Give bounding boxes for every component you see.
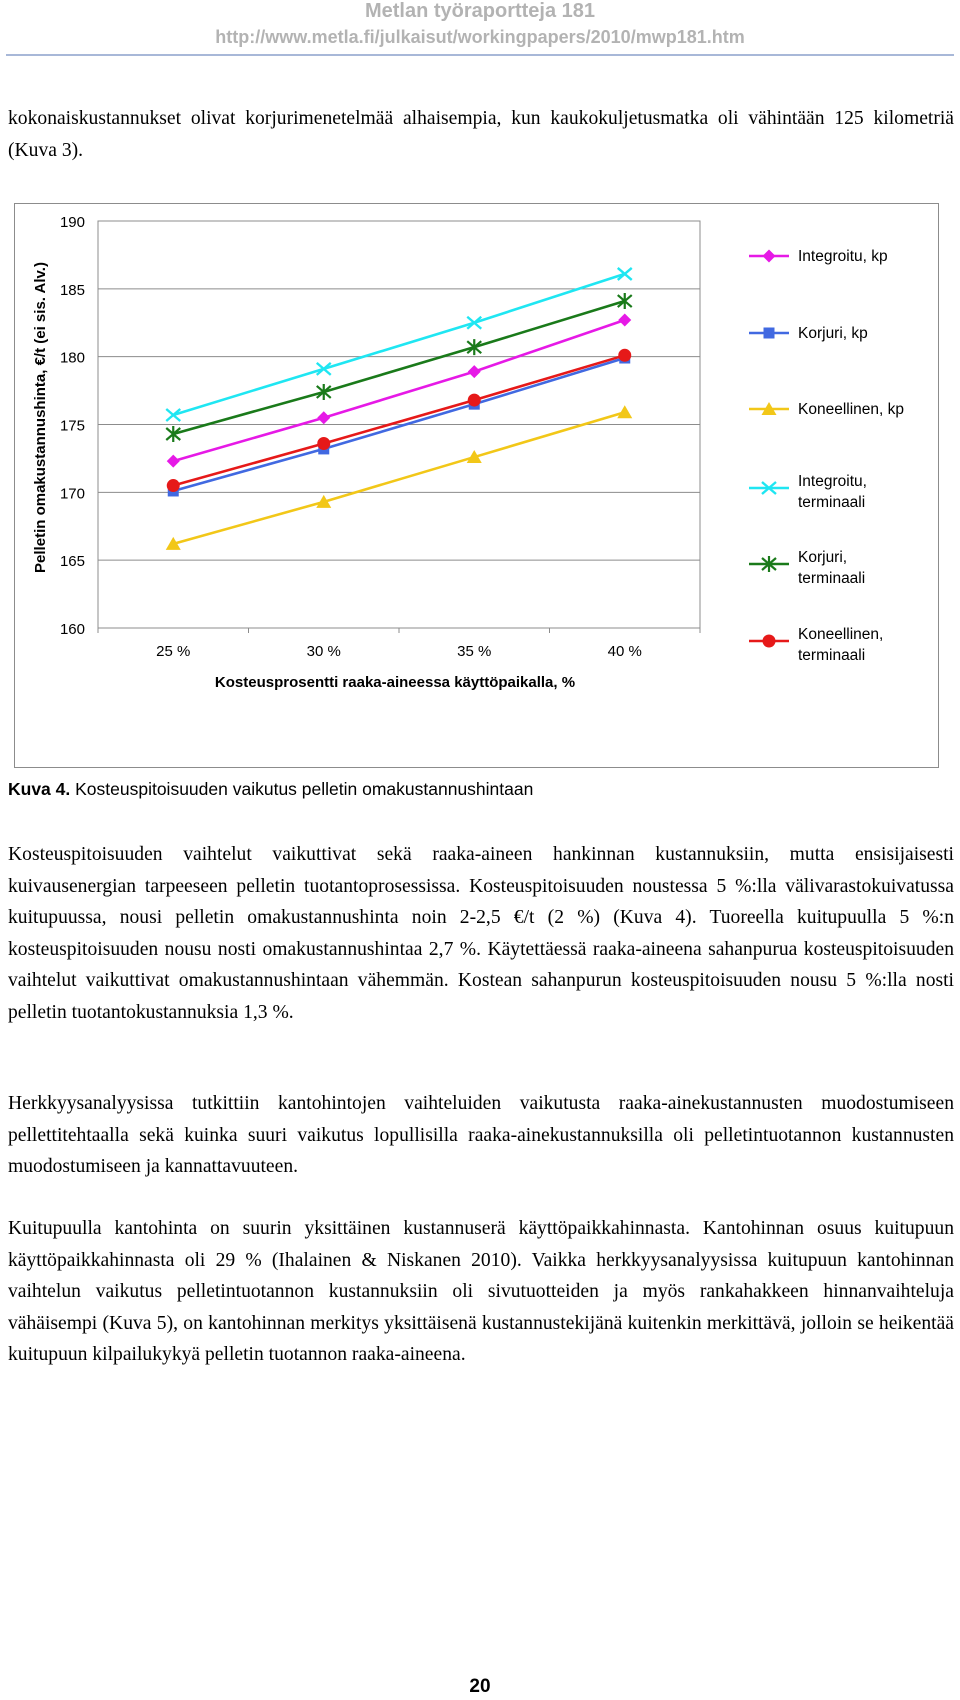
x-tick-label: 35 % [457,643,492,660]
figure-caption-label: Kuva 4. [8,779,71,799]
body-paragraph-1: Kosteuspitoisuuden vaihtelut vaikuttivat sekä raaka-aineen hankinnan kustannuksiin, mutta ensisijaisesti kuivausenergian tarpeeseen pelletin tuotantoprosessissa. Kosteuspitoisuuden noustessa 5 %:lla välivarastokuivatussa kuitupuussa, nousi pelletin omakustannushinta noin 2-2,5 €/t (2 %) (Kuva 4). Tuoreella kuitupuulla 5 %:n kosteuspitoisuuden nousu nosti omakustannushintaa 2,7 %. Käytettäessä raaka-aineena sahanpurua kosteuspitoisuuden vaihtelut vaikuttivat omakustannushintaan vähemmän. Kostean sahanpurun kosteuspitoisuuden nousu 5 %:lla nosti pelletin tuotantokustannuksia 1,3 %. [8,844,954,1023]
y-tick-label: 185 [59,281,85,299]
figure-caption [8,779,533,800]
series-line [173,412,625,544]
intro-paragraph: kokonaiskustannukset olivat korjurimenetelmää alhaisempia, kun kaukokuljetusmatka oli vähintään 125 kilometriä (Kuva 3). [8,108,954,161]
y-tick-label: 190 [59,214,85,231]
data-point [468,365,481,378]
data-point [468,394,481,407]
legend-label: Koneellinen, terminaali [798,626,884,664]
report-url[interactable]: http://www.metla.fi/julkaisut/workingpapers/2010/mwp181.htm [215,27,745,47]
data-point [618,314,631,327]
legend-label: Integroitu, terminaali [798,473,867,511]
series-line [173,355,625,485]
moisture-cost-chart [15,204,940,769]
page-number: 20 [469,1676,491,1697]
report-series-title: Metlan työraportteja 181 [364,0,596,22]
data-point [317,411,330,424]
y-tick-label: 160 [59,621,85,638]
y-tick-label: 175 [59,417,85,435]
legend-label: Korjuri, terminaali [798,549,866,587]
y-tick-label: 165 [59,553,85,571]
body-paragraph-2: Herkkyysanalyysissa tutkittiin kantohintojen vaihteluiden vaikutusta raaka-ainekustannusten muodostumiseen pellettitehtaalla sekä kuinka suuri vaikutus lopullisilla raaka-ainekustannuksilla oli pelletintuotannon kustannusten muodostumiseen ja kannattavuuteen. [8,1093,954,1177]
data-point [467,317,481,329]
body-paragraph-3: Kuitupuulla kantohinta on suurin yksittäinen kustannuserä käyttöpaikkahinnasta. Kantohinnan osuus kuitupuun käyttöpaikkahinnasta oli 29 % (Ihalainen & Niskanen 2010). Vaikka herkkyysanalyysissa kuitupuun kantohinnan vaihtelun vaikutus pelletintuotannon kustannuksiin oli sivutuotteiden ja myös rankahakkeen hinnanvaihteluja vähäisempi (Kuva 5), on kantohinnan merkitys yksittäisenä kustannustekijänä kuitenkin merkittävä, jolloin se heikentää kuitupuun kilpailukykyä pelletin tuotannon raaka-aineena. [8,1218,954,1365]
series-line [173,320,625,461]
legend-marker [764,328,775,339]
series-line [173,301,625,434]
data-point [317,437,330,450]
legend-marker [763,250,776,263]
legend-marker [763,635,776,648]
legend-label: Koneellinen, kp [798,401,904,418]
y-axis-label: Pelletin omakustannushinta, €/t (ei sis. Alv.) [32,262,49,573]
data-point [618,268,632,280]
x-axis-label: Kosteusprosentti raaka-aineessa käyttöpaikalla, % [214,674,576,691]
legend-label: Integroitu, kp [798,248,888,265]
y-tick-label: 180 [59,349,85,367]
x-tick-label: 30 % [306,643,341,660]
data-point [167,455,180,468]
x-tick-label: 40 % [607,643,642,660]
data-point [317,363,331,375]
data-point [166,426,180,442]
figure-caption-text: Kosteuspitoisuuden vaikutus pelletin omakustannushintaan [70,779,534,799]
data-point [618,293,632,309]
y-tick-label: 170 [59,485,85,503]
data-point [467,339,481,355]
data-point [317,384,331,400]
legend-label: Korjuri, kp [798,325,868,342]
data-point [167,479,180,492]
header-divider [6,54,954,56]
x-tick-label: 25 % [156,643,191,660]
data-point [617,405,632,418]
data-point [618,349,631,362]
chart-frame [14,203,939,768]
data-point [166,409,180,421]
